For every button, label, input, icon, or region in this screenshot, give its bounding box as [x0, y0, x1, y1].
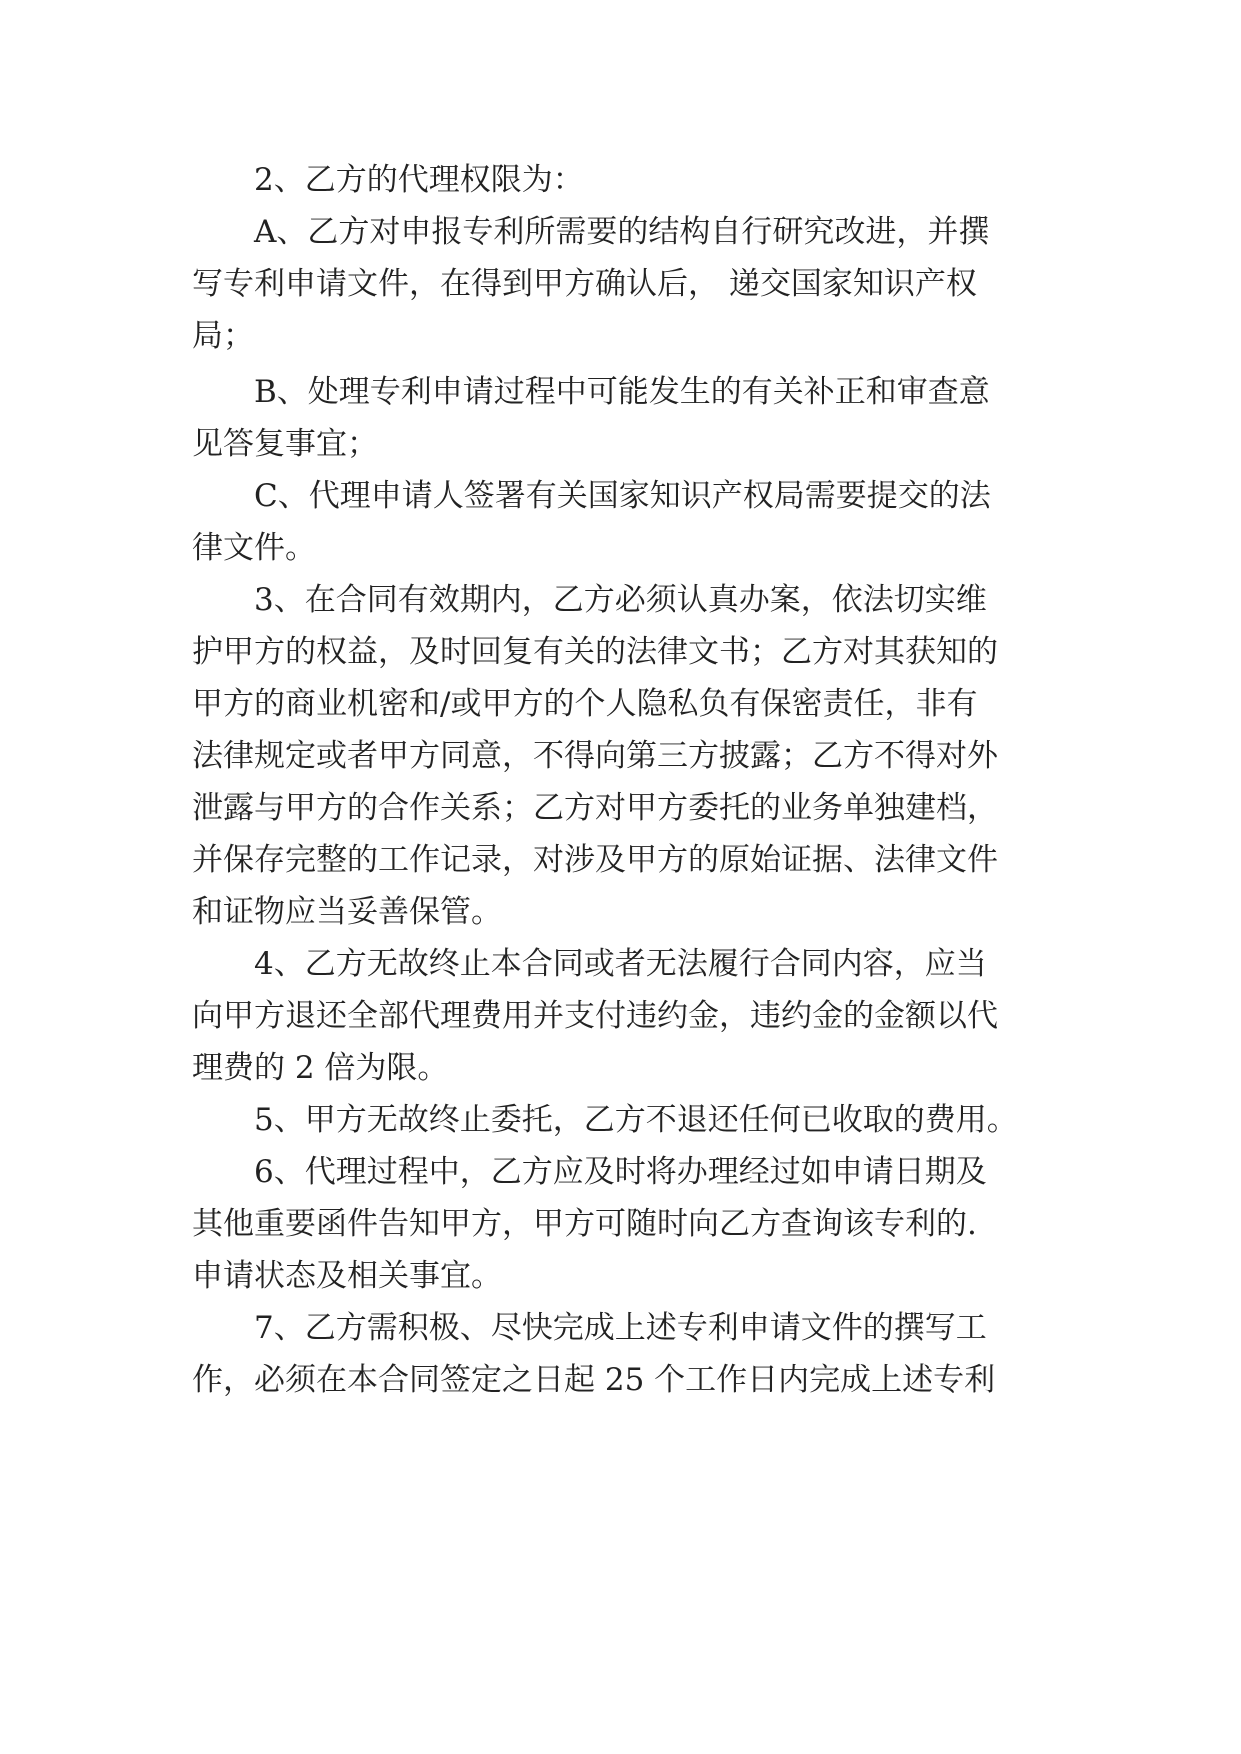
paragraph-line: 法律规定或者甲方同意，不得向第三方披露；乙方不得对外 — [192, 738, 998, 774]
paragraph-line: 局； — [192, 318, 254, 354]
paragraph-line: 申请状态及相关事宜。 — [192, 1258, 502, 1294]
paragraph-line: 理费的 2 倍为限。 — [192, 1050, 449, 1086]
paragraph-line: 3、在合同有效期内，乙方必须认真办案，依法切实维 — [254, 582, 987, 618]
paragraph-line: 律文件。 — [192, 530, 316, 566]
paragraph-line: 护甲方的权益，及时回复有关的法律文书；乙方对其获知的 — [192, 634, 998, 670]
paragraph-line: 6、代理过程中，乙方应及时将办理经过如申请日期及 — [254, 1154, 987, 1190]
paragraph-line: 和证物应当妥善保管。 — [192, 894, 502, 930]
paragraph-line: 向甲方退还全部代理费用并支付违约金，违约金的金额以代 — [192, 998, 998, 1034]
paragraph-line: 4、乙方无故终止本合同或者无法履行合同内容，应当 — [254, 946, 987, 982]
paragraph-line: 5、甲方无故终止委托，乙方不退还任何已收取的费用。 — [254, 1102, 1018, 1138]
paragraph-line: 泄露与甲方的合作关系；乙方对甲方委托的业务单独建档， — [192, 790, 998, 826]
paragraph-line: 并保存完整的工作记录，对涉及甲方的原始证据、法律文件 — [192, 842, 998, 878]
paragraph-line: 甲方的商业机密和/或甲方的个人隐私负有保密责任，非有 — [192, 686, 978, 722]
paragraph-line: 作，必须在本合同签定之日起 25 个工作日内完成上述专利 — [192, 1362, 996, 1398]
paragraph-line: A、乙方对申报专利所需要的结构自行研究改进，并撰 — [254, 214, 990, 250]
paragraph-line: B、处理专利申请过程中可能发生的有关补正和审查意 — [254, 374, 990, 410]
paragraph-line: 7、乙方需积极、尽快完成上述专利申请文件的撰写工 — [254, 1310, 987, 1346]
paragraph-line: C、代理申请人签署有关国家知识产权局需要提交的法 — [254, 478, 991, 514]
paragraph-line: 2、乙方的代理权限为： — [254, 162, 584, 198]
paragraph-line: 其他重要函件告知甲方，甲方可随时向乙方查询该专利的. — [192, 1206, 977, 1242]
paragraph-line: 见答复事宜； — [192, 426, 378, 462]
paragraph-line: 写专利申请文件，在得到甲方确认后， 递交国家知识产权 — [192, 266, 977, 302]
